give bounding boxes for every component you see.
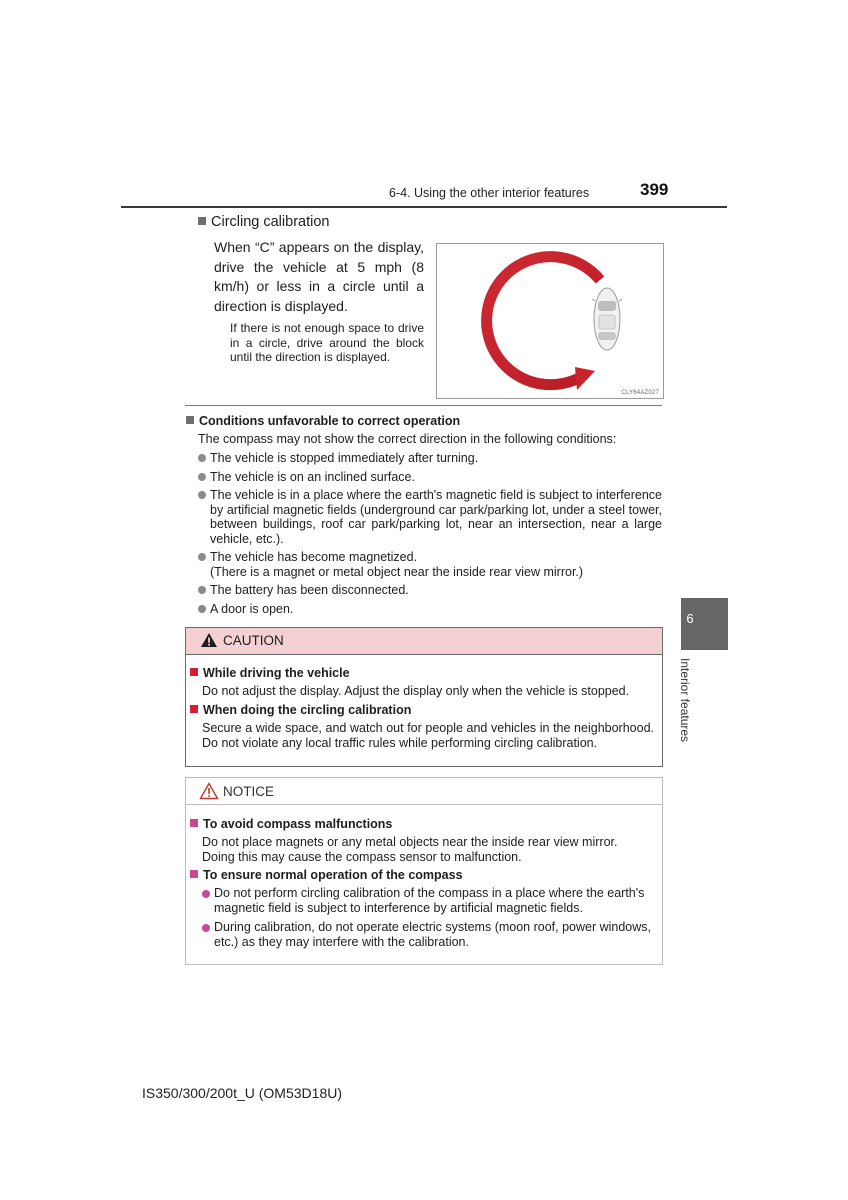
notice-header [186,778,662,805]
notice-bullets [202,886,658,950]
caution-heading-text: When doing the circling calibration [203,703,412,717]
notice-line: Doing this may cause the compass sensor to malfunction. [202,850,522,864]
footer-model: IS350/300/200t_U (OM53D18U) [142,1085,342,1101]
conditions-intro: The compass may not show the correct direction in the following conditions: [198,432,617,446]
bullet-icon [198,605,206,613]
notice-title: NOTICE [223,784,275,799]
notice-line: Do not place magnets or any metal objects near the inside rear view mirror. [202,835,618,849]
list-item [198,451,662,466]
bullet-icon [202,924,210,932]
circling-arrow-illustration [437,244,663,398]
circling-note: If there is not enough space to drive in a circle, drive around the block until the direction is displayed. [230,321,424,364]
caution-heading-2 [190,703,411,717]
heading-square-icon [190,705,198,713]
list-item-text: During calibration, do not operate electric systems (moon roof, power windows, etc.) as they may interfere with the calibration. [214,920,652,949]
list-item [198,550,662,579]
page-number: 399 [640,180,669,199]
section-divider [185,405,662,406]
list-item [198,583,662,598]
heading-square-icon [198,217,206,225]
circling-heading-text: Circling calibration [211,214,330,230]
list-item [198,602,662,617]
list-item-subtext: (There is a magnet or metal object near the inside rear view mirror.) [210,564,584,579]
circling-figure [436,243,664,399]
notice-heading-2 [190,868,463,882]
list-item [202,886,658,916]
bullet-icon [202,890,210,898]
notice-triangle-icon [199,782,219,800]
heading-square-icon [190,870,198,878]
chapter-tab [681,598,728,650]
circling-heading [198,214,329,230]
warning-triangle-icon [200,632,218,648]
notice-heading-1 [190,817,392,831]
notice-heading-text: To avoid compass malfunctions [203,817,393,831]
bullet-icon [198,586,206,594]
circling-body: When “C” appears on the display, drive the vehicle at 5 mph (8 km/h) or less in a circle until a direction is displayed. [214,239,424,314]
chapter-number: 6 [686,611,694,626]
chapter-label [678,658,698,768]
conditions-list [198,451,662,620]
caution-heading-text: While driving the vehicle [203,666,350,680]
list-item [202,920,658,950]
notice-heading-text: To ensure normal operation of the compass [203,868,463,882]
bullet-icon [198,491,206,499]
list-item-text: The vehicle is in a place where the earth's magnetic field is subject to interference by artificial magnetic fields (underground car park/parking lot, under a steel tower, between buildings, roof car park/parking lot, near an intersection, near a large vehicle, etc.). [210,488,662,546]
caution-title: CAUTION [223,633,284,648]
notice-box [185,777,663,965]
bullet-icon [198,553,206,561]
car-icon [592,288,622,350]
caution-header [186,628,662,655]
notice-text-1 [202,835,654,865]
header-rule [121,206,727,208]
heading-square-icon [186,416,194,424]
heading-square-icon [190,668,198,676]
bullet-icon [198,473,206,481]
caution-text-1: Do not adjust the display. Adjust the display only when the vehicle is stopped. [202,684,630,698]
list-item-text: The vehicle is on an inclined surface. [210,469,415,484]
list-item-text: The vehicle is stopped immediately after turning. [210,451,479,465]
caution-text-2: Secure a wide space, and watch out for people and vehicles in the neighborhood. Do not violate any local traffic rules while performing circling calibration. [202,721,654,750]
list-item-text: The battery has been disconnected. [210,583,409,597]
caution-heading-1 [190,666,350,680]
chapter-label-text: Interior features [678,658,692,743]
list-item-text: Do not perform circling calibration of the compass in a place where the earth's magnetic field is subject to interference by artificial magnetic fields. [214,886,645,915]
bullet-icon [198,454,206,462]
list-item [198,470,662,485]
heading-square-icon [190,819,198,827]
list-item [198,488,662,546]
list-item-text: A door is open. [210,601,294,616]
conditions-heading-text: Conditions unfavorable to correct operation [199,414,461,428]
caution-box [185,627,663,767]
conditions-heading [186,414,460,428]
figure-code: CLY64AZ027 [621,390,659,396]
list-item-text: The vehicle has become magnetized. [210,550,418,564]
section-title: 6-4. Using the other interior features [389,186,590,200]
